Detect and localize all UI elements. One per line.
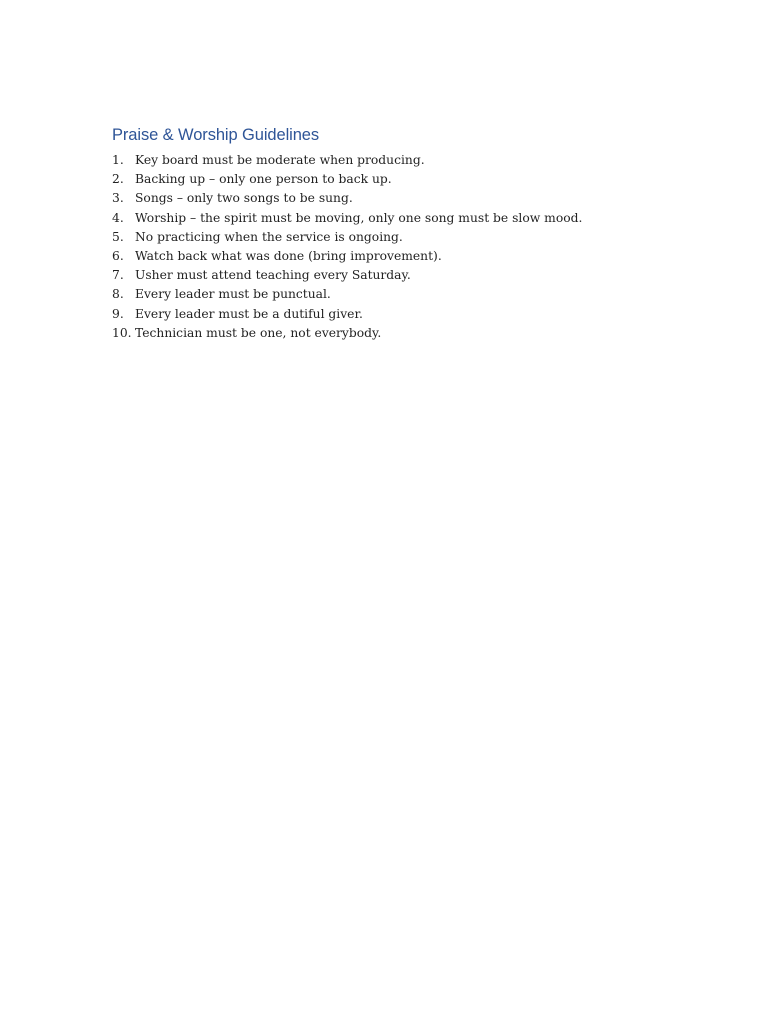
list-item-number: 2.	[112, 172, 124, 187]
list-item	[112, 228, 672, 247]
list-item	[112, 151, 672, 170]
list-item-text: Usher must attend teaching every Saturday.	[135, 268, 411, 283]
list-item-text: Watch back what was done (bring improvement).	[135, 248, 442, 263]
list-item-number: 5.	[112, 229, 124, 244]
list-item-number: 3.	[112, 191, 124, 206]
list-item	[112, 247, 672, 266]
list-item-number: 10.	[112, 325, 132, 340]
list-item-text: Technician must be one, not everybody.	[135, 325, 382, 340]
list-item-number: 1.	[112, 153, 124, 167]
document-title: Praise & Worship Guidelines	[112, 126, 320, 144]
list-item	[112, 189, 672, 208]
list-item	[112, 285, 672, 304]
list-item-number: 8.	[112, 287, 124, 302]
list-item-text: Every leader must be a dutiful giver.	[135, 306, 363, 321]
list-item-number: 6.	[112, 248, 124, 263]
list-item-text: Worship – the spirit must be moving, only one song must be slow mood.	[135, 210, 583, 225]
guidelines-list	[112, 151, 672, 343]
list-item-text: Key board must be moderate when producing.	[135, 153, 425, 167]
list-item-number: 4.	[112, 210, 124, 225]
list-item-text: Every leader must be punctual.	[135, 287, 331, 302]
list-item-text: No practicing when the service is ongoing.	[135, 229, 403, 244]
list-item	[112, 324, 672, 343]
list-item-text: Songs – only two songs to be sung.	[135, 191, 353, 206]
list-item	[112, 209, 672, 228]
list-item	[112, 305, 672, 324]
list-item	[112, 266, 672, 285]
list-item-number: 7.	[112, 268, 124, 283]
list-item-text: Backing up – only one person to back up.	[135, 172, 392, 187]
document-page	[112, 124, 672, 343]
list-item	[112, 170, 672, 189]
list-item-number: 9.	[112, 306, 124, 321]
